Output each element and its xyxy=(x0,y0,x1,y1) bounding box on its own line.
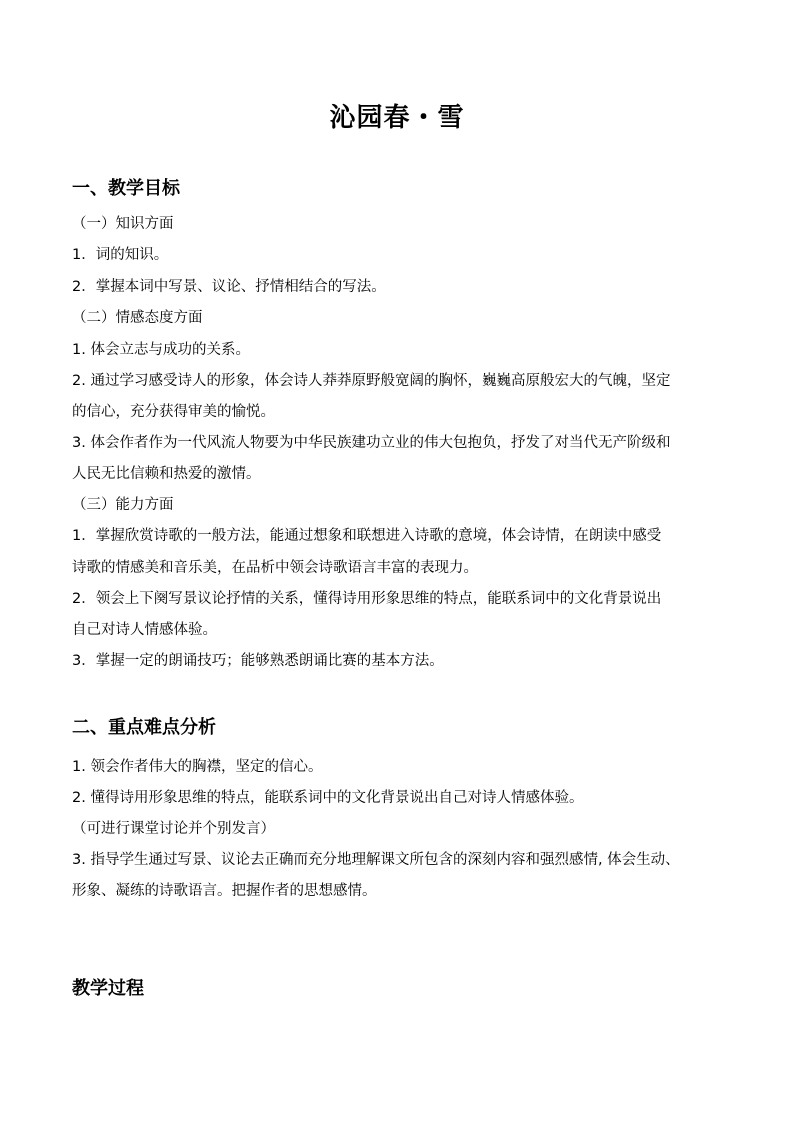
paragraph-line: 人民无比信赖和热爱的激情。 xyxy=(72,466,261,482)
paragraph-line: 2. 懂得诗用形象思维的特点，能联系词中的文化背景说出自己对诗人情感体验。 xyxy=(72,790,584,806)
paragraph-line: 诗歌的情感美和音乐美，在品析中领会诗歌语言丰富的表现力。 xyxy=(72,560,478,576)
paragraph-line: 形象、凝练的诗歌语言。把握作者的思想感情。 xyxy=(72,883,377,899)
section-heading-keypoints: 二、重点难点分析 xyxy=(72,717,216,738)
paragraph-line: 3. 体会作者作为一代风流人物要为中华民族建功立业的伟大包抱负，抒发了对当代无产阶级和 xyxy=(72,435,671,451)
paragraph-line: 1. 领会作者伟大的胸襟，坚定的信心。 xyxy=(72,759,323,775)
paragraph-line: 3．掌握一定的朗诵技巧；能够熟悉朗诵比赛的基本方法。 xyxy=(72,653,444,669)
subheading-ability: （三）能力方面 xyxy=(72,497,174,513)
paragraph-line: （可进行课堂讨论并个别发言） xyxy=(72,821,275,837)
paragraph-line: 的信心，充分获得审美的愉悦。 xyxy=(72,404,275,420)
paragraph-line: 1．词的知识。 xyxy=(72,247,169,263)
paragraph-line: 2．掌握本词中写景、议论、抒情相结合的写法。 xyxy=(72,279,386,295)
subheading-attitude: （二）情感态度方面 xyxy=(72,310,203,326)
paragraph-line: 3. 指导学生通过写景、议论去正确而充分地理解课文所包含的深刻内容和强烈感情, 体会生动、 xyxy=(72,852,680,868)
paragraph-line: 自己对诗人情感体验。 xyxy=(72,622,217,638)
document-title: 沁园春・雪 xyxy=(329,103,465,133)
paragraph-line: 2. 通过学习感受诗人的形象，体会诗人莽莽原野般宽阔的胸怀，巍巍高原般宏大的气魄，坚定 xyxy=(72,373,671,389)
paragraph-line: 1．掌握欣赏诗歌的一般方法，能通过想象和联想进入诗歌的意境，体会诗情，在朗读中感受 xyxy=(72,528,662,544)
paragraph-line: 1. 体会立志与成功的关系。 xyxy=(72,342,250,358)
paragraph-line: 2．领会上下阕写景议论抒情的关系，懂得诗用形象思维的特点，能联系词中的文化背景说出 xyxy=(72,591,662,607)
section-heading-goals: 一、教学目标 xyxy=(72,178,180,199)
section-heading-process: 教学过程 xyxy=(72,978,144,999)
subheading-knowledge: （一）知识方面 xyxy=(72,216,174,232)
